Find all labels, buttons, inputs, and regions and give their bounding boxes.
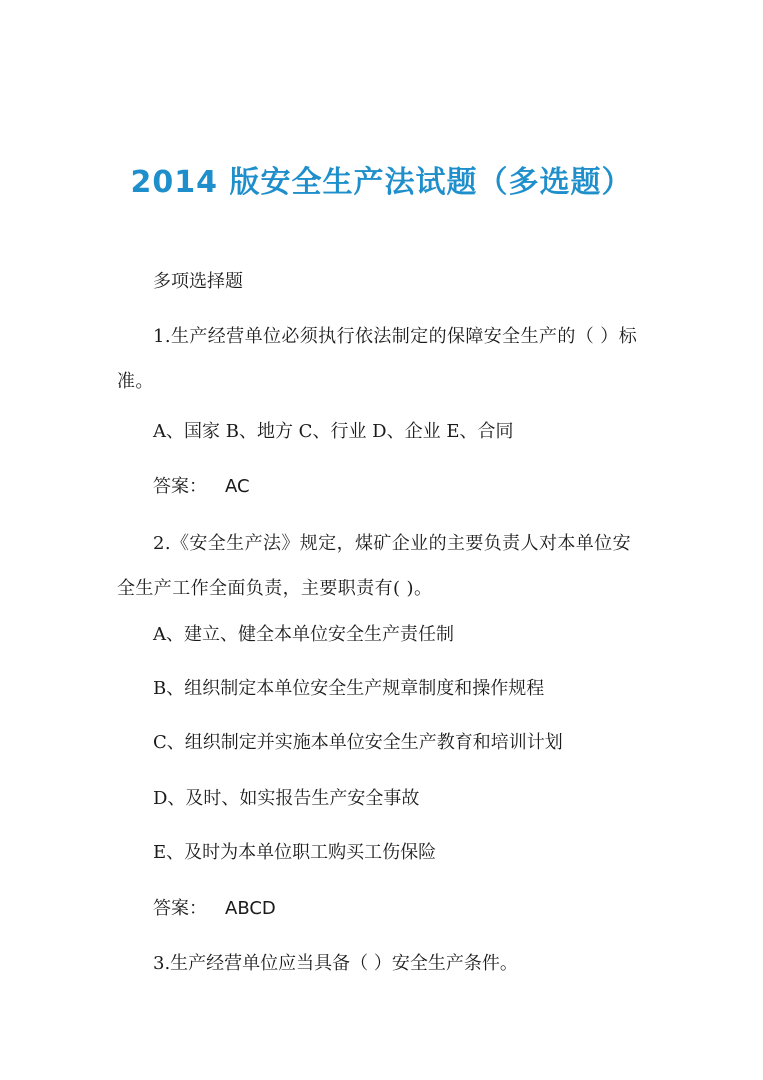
section-heading: 多项选择题 xyxy=(153,271,243,292)
question-2-answer xyxy=(153,886,643,931)
answer-value: ABCD xyxy=(225,898,276,919)
question-1-text: 1.生产经营单位必须执行依法制定的保障安全生产的（ ）标准。 xyxy=(117,326,638,392)
question-2-option-e: E、及时为本单位职工购买工伤保险 xyxy=(153,842,437,863)
answer-value: AC xyxy=(225,476,250,497)
question-1-options: A、国家 B、地方 C、行业 D、企业 E、合同 xyxy=(153,421,514,442)
question-1-answer xyxy=(153,464,643,509)
question-3-text: 3.生产经营单位应当具备（ ）安全生产条件。 xyxy=(153,953,518,974)
document-title: 2014 版安全生产法试题（多选题） xyxy=(130,165,633,200)
question-2-text: 2.《安全生产法》规定，煤矿企业的主要负责人对本单位安全生产工作全面负责，主要职责有( )。 xyxy=(117,533,631,599)
answer-label: 答案： xyxy=(153,476,207,497)
question-2-option-a: A、建立、健全本单位安全生产责任制 xyxy=(153,624,454,645)
question-2-option-c: C、组织制定并实施本单位安全生产教育和培训计划 xyxy=(153,732,563,753)
answer-label: 答案： xyxy=(153,898,207,919)
question-2-option-d: D、及时、如实报告生产安全事故 xyxy=(153,788,420,809)
question-2-option-b: B、组织制定本单位安全生产规章制度和操作规程 xyxy=(153,678,545,699)
